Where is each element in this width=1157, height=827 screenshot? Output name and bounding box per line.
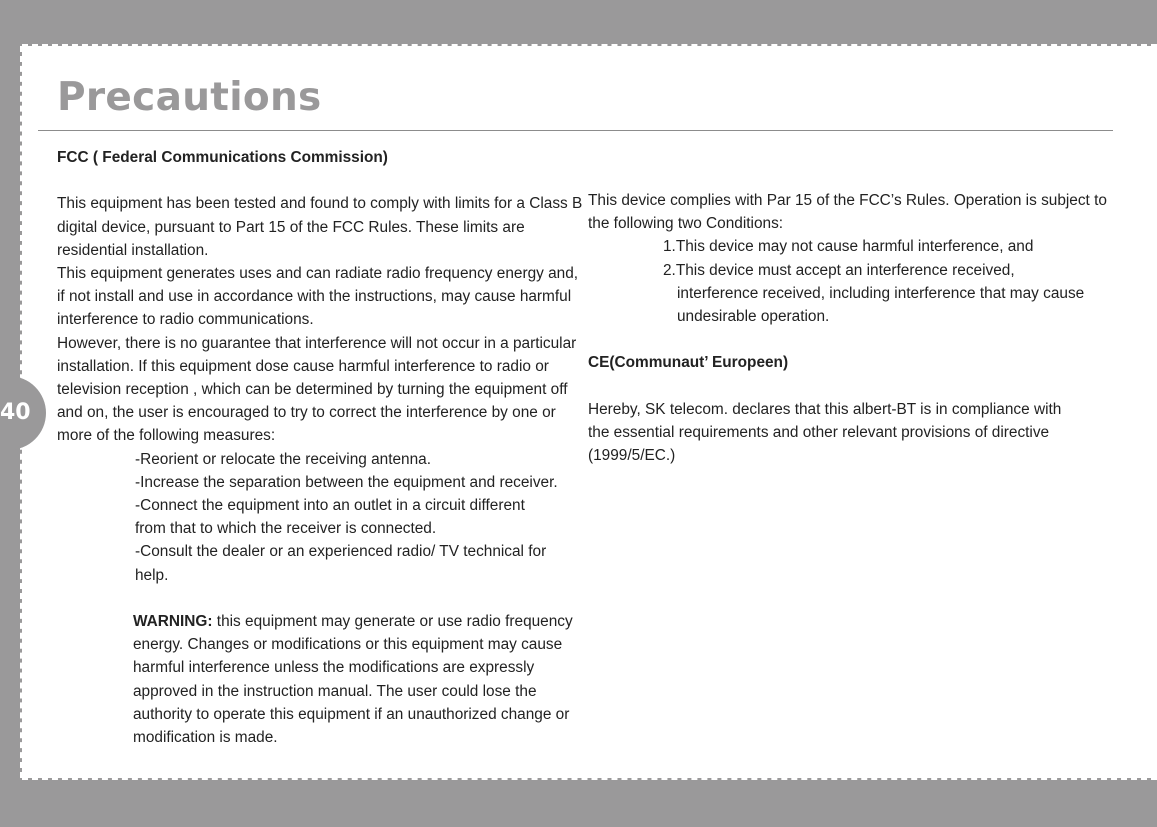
spacer bbox=[57, 587, 587, 610]
warning-block bbox=[57, 610, 577, 749]
measure-item: -Consult the dealer or an experienced radio/ TV technical for help. bbox=[135, 543, 547, 584]
spacer bbox=[588, 375, 1123, 398]
measure-item: -Connect the equipment into an outlet in a circuit different from that to which the receiver is connected. bbox=[135, 497, 525, 538]
spacer bbox=[588, 328, 1123, 351]
left-column bbox=[57, 146, 587, 749]
warning-text: this equipment may generate or use radio frequency energy. Changes or modifications or this equipment may cause harmful interference unless the modifications are expressly approved in the instruction manual. The user could lose the authority to operate this equipment if an unauthorized change or modification is made. bbox=[133, 613, 573, 747]
spacer bbox=[57, 169, 587, 192]
condition-item: 1.This device may not cause harmful interference, and bbox=[663, 238, 1034, 256]
bottom-perforation bbox=[22, 778, 1157, 780]
fcc-paragraph-3: However, there is no guarantee that interference will not occur in a particular installation. If this equipment dose cause harmful interference to radio or television reception , which can be determined by turning the equipment off and on, the user is encouraged to try to correct the interference by one or more of the following measures: bbox=[57, 334, 577, 445]
right-column bbox=[588, 189, 1123, 467]
warning-label: WARNING: bbox=[133, 613, 213, 631]
page-number: 40 bbox=[0, 400, 31, 425]
ce-heading: CE(Communaut’ Europeen) bbox=[588, 354, 789, 372]
ce-paragraph: Hereby, SK telecom. declares that this albert-BT is in compliance with the essential requirements and other relevant provisions of directive (1999/5/EC.) bbox=[588, 400, 1062, 465]
fcc-paragraph-2: This equipment generates uses and can radiate radio frequency energy and, if not install and use in accordance with the instructions, may cause harmful interference to radio communications. bbox=[57, 265, 579, 329]
fcc-heading: FCC ( Federal Communications Commission) bbox=[57, 149, 388, 166]
condition-item: 2.This device must accept an interference received, interference received, including interference that may cause undesirable operation. bbox=[663, 261, 1085, 326]
fcc-paragraph-1: This equipment has been tested and found to comply with limits for a Class B digital device, pursuant to Part 15 of the FCC Rules. These limits are residential installation. bbox=[57, 195, 583, 259]
fcc-compliance-paragraph: This device complies with Par 15 of the FCC’s Rules. Operation is subject to the following two Conditions: bbox=[588, 192, 1107, 233]
measure-item: -Increase the separation between the equipment and receiver. bbox=[135, 473, 558, 491]
measure-item: -Reorient or relocate the receiving antenna. bbox=[135, 450, 432, 468]
page-title: Precautions bbox=[57, 75, 322, 120]
title-divider bbox=[38, 130, 1113, 131]
top-perforation bbox=[22, 44, 1157, 46]
